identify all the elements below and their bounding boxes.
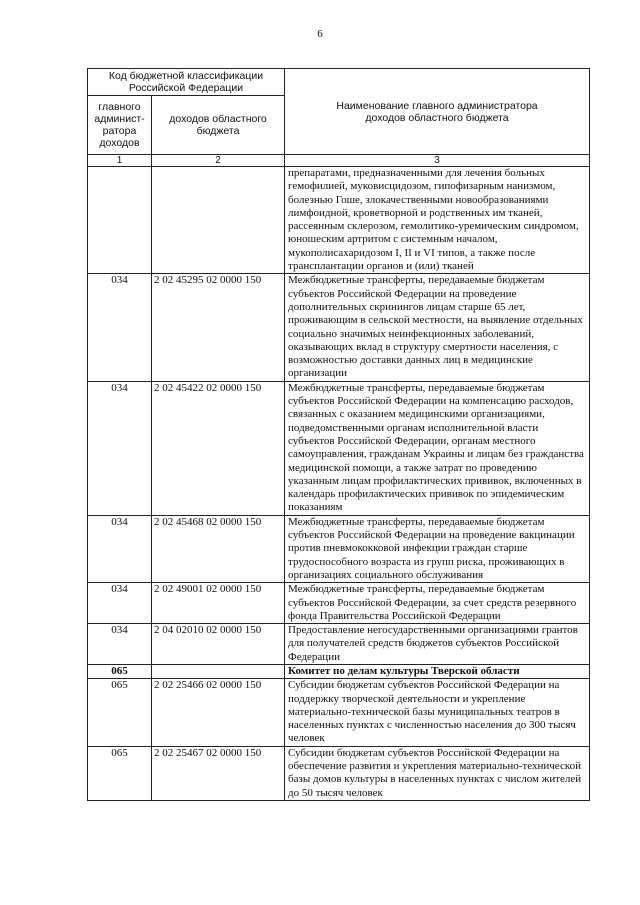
description-cell: Комитет по делам культуры Тверской области [285,664,590,678]
income-code-cell [152,167,285,274]
income-code-cell: 2 02 45468 02 0000 150 [152,515,285,582]
admin-code-cell: 034 [88,583,152,624]
table-row [88,167,590,274]
income-code-cell: 2 04 02010 02 0000 150 [152,624,285,665]
table-row [88,381,590,515]
income-code-cell: 2 02 49001 02 0000 150 [152,583,285,624]
admin-header: главного админист-ратора доходов [88,96,152,155]
table-row [88,679,590,746]
income-header: доходов областного бюджета [152,96,285,155]
admin-code-cell: 065 [88,664,152,678]
description-cell: Субсидии бюджетам субъектов Российской Федерации на обеспечение развития и укрепления материально-технической базы домов культуры в населенных пунктах с числом жителей до 50 тысяч человек [285,746,590,800]
description-cell: Предоставление негосударственными организациями грантов для получателей средств бюджетов субъектов Российской Федерации [285,624,590,665]
admin-code-cell: 034 [88,515,152,582]
description-cell: Межбюджетные трансферты, передаваемые бюджетам субъектов Российской Федерации, за счет средств резервного фонда Правительства Российской Федерации [285,583,590,624]
description-cell: Межбюджетные трансферты, передаваемые бюджетам субъектов Российской Федерации на компенсацию расходов, связанных с оказанием медицинскими организациями, подведомственными органам исполнительной власти субъектов Российской Федерации, органам местного самоуправления, гражданам Украины и лицам без гражданства медицинской помощи, а также затрат по проведению указанным лицам профилактических прививок, включенных в календарь профилактических прививок по эпидемическим показаниям [285,381,590,515]
table-row [88,515,590,582]
description-cell: Субсидии бюджетам субъектов Российской Федерации на поддержку творческой деятельности и укрепление материально-технической базы муниципальных театров в населенных пунктах с численностью населения до 300 тысяч человек [285,679,590,746]
description-cell: Межбюджетные трансферты, передаваемые бюджетам субъектов Российской Федерации на проведение вакцинации против пневмококковой инфекции граждан старше трудоспособного возраста из групп риска, проживающих в организациях социального обслуживания [285,515,590,582]
admin-code-cell: 065 [88,679,152,746]
table-header-row [88,69,590,96]
kbk-header: Код бюджетной классификации Российской Федерации [88,69,285,96]
income-code-cell [152,664,285,678]
table-row [88,746,590,800]
admin-code-cell [88,167,152,274]
income-code-cell: 2 02 45422 02 0000 150 [152,381,285,515]
income-code-cell: 2 02 25467 02 0000 150 [152,746,285,800]
admin-code-cell: 034 [88,274,152,381]
description-cell: препаратами, предназначенными для лечения больных гемофилией, муковисцидозом, гипофизарным нанизмом, болезнью Гоше, злокачественными новообразованиями лимфоидной, кроветворной и родственных им тканей, рассеянным склерозом, гемолитико-уремическим синдромом, юношеским артритом с системным началом, мукополисахаридозом I, II и VI типов, а также после трансплантации органов и (или) тканей [285,167,590,274]
income-code-cell: 2 02 25466 02 0000 150 [152,679,285,746]
table-body [88,167,590,801]
col-number-2: 2 [152,155,285,167]
income-code-cell: 2 02 45295 02 0000 150 [152,274,285,381]
table-row [88,274,590,381]
column-number-row [88,155,590,167]
admin-code-cell: 034 [88,381,152,515]
name-header: Наименование главного администратора доходов областного бюджета [285,69,590,155]
page-number: 6 [317,28,323,40]
table-row [88,664,590,678]
budget-classification-table [87,68,590,801]
col-number-3: 3 [285,155,590,167]
admin-code-cell: 065 [88,746,152,800]
table-row [88,583,590,624]
col-number-1: 1 [88,155,152,167]
description-cell: Межбюджетные трансферты, передаваемые бюджетам субъектов Российской Федерации на проведение дополнительных скринингов лицам старше 65 лет, проживающим в сельской местности, на выявление отдельных социально значимых неинфекционных заболеваний, оказывающих вклад в структуру смертности населения, с возможностью доставки данных лиц в медицинские организации [285,274,590,381]
table-row [88,624,590,665]
admin-code-cell: 034 [88,624,152,665]
